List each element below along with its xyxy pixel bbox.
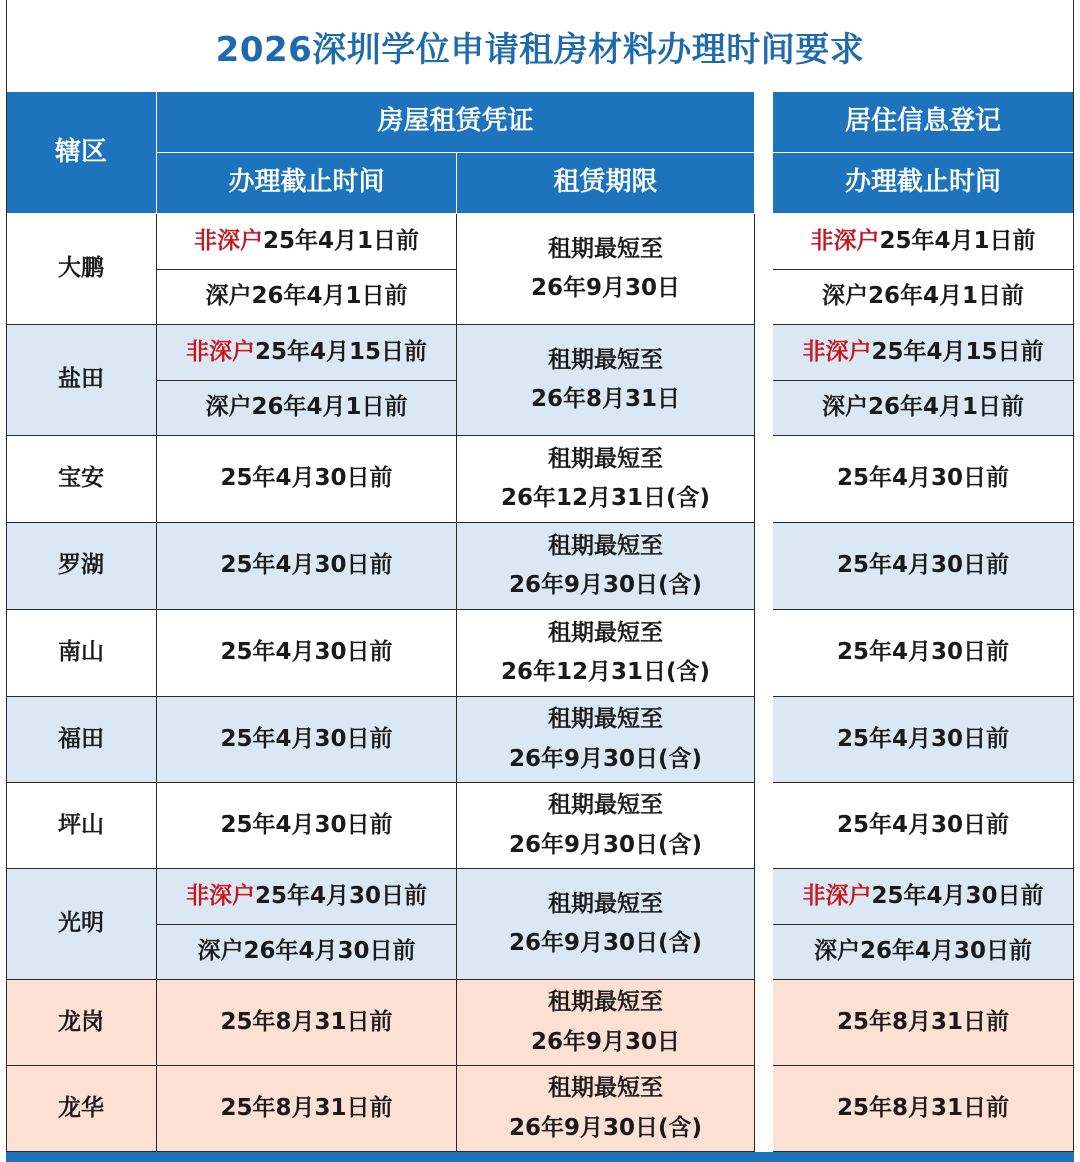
deadline-value: 25年8月31日前 (836, 1094, 1010, 1121)
header-residence-label: 居住信息登记 (844, 106, 1001, 137)
deadline-value: 25年4月30日前 (836, 725, 1010, 752)
district-cell (6, 697, 157, 783)
period-label: 租期最短至 (548, 619, 663, 646)
column-gap (755, 610, 773, 697)
column-gap (755, 697, 773, 783)
rental-deadline-cell (157, 980, 457, 1066)
district-name: 坪山 (58, 811, 104, 838)
rental-period-cell (457, 523, 755, 610)
period-date: 26年12月31日(含) (500, 485, 711, 511)
residence-deadline-non-local (773, 214, 1074, 270)
column-gap (755, 325, 773, 436)
column-gap (755, 523, 773, 610)
period-date: 26年9月30日 (530, 275, 681, 301)
deadline-value: 25年4月1日前 (262, 227, 419, 254)
district-name: 龙岗 (58, 1008, 104, 1035)
deadline-value: 26年4月1日前 (251, 394, 408, 421)
residence-deadline-local (773, 270, 1074, 325)
deadline-value: 25年4月30日前 (836, 811, 1010, 838)
non-local-tag: 非深户 (193, 227, 263, 254)
period-line (501, 653, 710, 692)
non-local-tag: 非深户 (802, 338, 872, 365)
deadline-line (186, 877, 427, 916)
header-rental-label: 房屋租赁凭证 (377, 106, 534, 137)
period-line (509, 566, 702, 605)
non-local-tag: 非深户 (185, 882, 255, 909)
district-cell (6, 523, 157, 610)
period-line (548, 700, 663, 739)
period-label: 租期最短至 (548, 1075, 663, 1102)
period-line (531, 1023, 680, 1062)
rental-period-cell (457, 783, 755, 869)
column-gap (755, 436, 773, 523)
period-label: 租期最短至 (548, 890, 663, 917)
period-line (548, 230, 663, 269)
header-rental-period-label: 租赁期限 (553, 167, 658, 198)
header-rental-period (457, 153, 755, 214)
deadline-value: 26年4月1日前 (867, 283, 1024, 310)
deadline-line (822, 388, 1024, 427)
deadline-value: 26年4月1日前 (867, 394, 1024, 421)
district-cell (6, 610, 157, 697)
non-local-tag: 非深户 (185, 338, 255, 365)
period-date: 26年9月30日(含) (508, 572, 703, 598)
header-rental (157, 92, 755, 153)
residence-deadline-cell (773, 523, 1074, 610)
deadline-value: 25年4月30日前 (254, 882, 428, 909)
residence-deadline-cell (773, 610, 1074, 697)
rental-deadline-local (157, 381, 457, 436)
rental-period-cell (457, 436, 755, 523)
deadline-value: 25年4月1日前 (879, 227, 1036, 254)
rental-deadline-cell (157, 1066, 457, 1152)
period-line (548, 614, 663, 653)
deadline-line (802, 877, 1043, 916)
period-line (548, 885, 663, 924)
rental-period-cell (457, 610, 755, 697)
rental-period-cell (457, 980, 755, 1066)
rental-deadline-cell (157, 436, 457, 523)
non-local-tag: 非深户 (802, 882, 872, 909)
local-tag: 深户 (205, 394, 252, 421)
period-date: 26年9月30日(含) (508, 745, 703, 772)
deadline-line (205, 277, 407, 316)
period-label: 租期最短至 (548, 445, 663, 472)
residence-deadline-non-local (773, 869, 1074, 925)
period-line (509, 924, 702, 963)
district-name: 宝安 (58, 465, 104, 492)
period-line (531, 380, 680, 419)
non-local-tag: 非深户 (810, 227, 880, 254)
header-residence-deadline-label: 办理截止时间 (844, 167, 1001, 198)
rental-deadline-non-local (157, 869, 457, 925)
period-label: 租期最短至 (548, 235, 663, 262)
deadline-value: 26年4月30日前 (859, 938, 1033, 965)
rental-deadline-local (157, 270, 457, 325)
column-gap (755, 92, 773, 214)
residence-deadline-cell (773, 436, 1074, 523)
rental-deadline-non-local (157, 325, 457, 381)
header-rental-deadline (157, 153, 457, 214)
column-gap (755, 1066, 773, 1152)
residence-deadline-non-local (773, 325, 1074, 381)
rental-deadline-cell (157, 783, 457, 869)
local-tag: 深户 (821, 283, 868, 310)
period-date: 26年9月30日(含) (508, 1114, 703, 1141)
period-label: 租期最短至 (548, 346, 663, 373)
period-line (531, 269, 680, 308)
rental-deadline-non-local (157, 214, 457, 270)
deadline-line (814, 932, 1032, 971)
rental-period-cell (457, 869, 755, 980)
period-line (548, 440, 663, 479)
period-line (509, 1109, 702, 1148)
period-label: 租期最短至 (548, 989, 663, 1016)
district-cell (6, 214, 157, 325)
district-cell (6, 980, 157, 1066)
residence-deadline-cell (773, 980, 1074, 1066)
header-residence-deadline (773, 153, 1074, 214)
period-line (501, 479, 710, 518)
district-name: 福田 (58, 725, 104, 752)
header-district (6, 92, 157, 214)
local-tag: 深户 (197, 938, 244, 965)
deadline-value: 25年4月30日前 (836, 465, 1010, 492)
period-line (548, 786, 663, 825)
district-name: 盐田 (58, 366, 104, 393)
bottom-bar (6, 1152, 1074, 1162)
deadline-value: 25年4月30日前 (871, 882, 1044, 909)
rental-deadline-cell (157, 523, 457, 610)
residence-deadline-local (773, 925, 1074, 980)
column-gap (755, 214, 773, 325)
header-residence (773, 92, 1074, 153)
deadline-value: 25年4月30日前 (836, 639, 1010, 666)
deadline-line (197, 932, 415, 971)
period-label: 租期最短至 (548, 706, 663, 733)
period-date: 26年9月30日 (530, 1028, 681, 1055)
deadline-value: 25年4月30日前 (836, 552, 1010, 579)
period-line (548, 341, 663, 380)
deadline-value: 25年4月15日前 (254, 338, 428, 365)
period-line (509, 826, 702, 865)
deadline-line (205, 388, 407, 427)
header-district-label: 辖区 (54, 136, 107, 167)
district-cell (6, 1066, 157, 1152)
deadline-value: 25年8月31日前 (220, 1094, 393, 1121)
period-date: 26年12月31日(含) (500, 659, 711, 685)
residence-deadline-local (773, 381, 1074, 436)
district-name: 罗湖 (58, 552, 104, 579)
rental-period-cell (457, 1066, 755, 1152)
residence-deadline-cell (773, 1066, 1074, 1152)
deadline-value: 25年4月30日前 (220, 552, 393, 579)
district-name: 光明 (58, 910, 104, 937)
deadline-value: 26年4月30日前 (243, 938, 416, 965)
deadline-line (194, 222, 419, 261)
deadline-value: 25年4月30日前 (220, 811, 393, 838)
column-gap (755, 980, 773, 1066)
period-line (548, 1069, 663, 1108)
rental-deadline-cell (157, 697, 457, 783)
district-cell (6, 869, 157, 980)
local-tag: 深户 (821, 394, 868, 421)
rental-deadline-cell (157, 610, 457, 697)
deadline-value: 25年4月30日前 (220, 639, 393, 666)
rental-period-cell (457, 214, 755, 325)
deadline-line (822, 277, 1024, 316)
period-date: 26年9月30日(含) (508, 831, 703, 858)
column-gap (755, 783, 773, 869)
local-tag: 深户 (205, 283, 252, 310)
period-label: 租期最短至 (548, 532, 663, 559)
deadline-value: 25年8月31日前 (220, 1008, 393, 1035)
period-line (548, 527, 663, 566)
deadline-line (810, 222, 1035, 261)
deadline-value: 25年4月30日前 (220, 465, 393, 492)
district-cell (6, 783, 157, 869)
rental-deadline-local (157, 925, 457, 980)
deadline-line (802, 333, 1043, 372)
district-name: 龙华 (58, 1094, 104, 1121)
deadline-value: 25年4月30日前 (220, 725, 393, 752)
page-title: 2026深圳学位申请租房材料办理时间要求 (215, 29, 865, 70)
header-rental-deadline-label: 办理截止时间 (228, 167, 385, 198)
district-cell (6, 436, 157, 523)
local-tag: 深户 (813, 938, 860, 965)
period-date: 26年9月30日(含) (508, 930, 703, 956)
rental-period-cell (457, 325, 755, 436)
residence-deadline-cell (773, 783, 1074, 869)
period-date: 26年8月31日 (530, 386, 681, 412)
period-line (548, 983, 663, 1022)
period-label: 租期最短至 (548, 792, 663, 819)
deadline-line (186, 333, 427, 372)
deadline-value: 26年4月1日前 (251, 283, 408, 310)
deadline-value: 25年4月15日前 (871, 338, 1044, 365)
rental-period-cell (457, 697, 755, 783)
district-cell (6, 325, 157, 436)
district-name: 大鹏 (58, 255, 104, 282)
residence-deadline-cell (773, 697, 1074, 783)
column-gap (755, 869, 773, 980)
district-name: 南山 (58, 639, 104, 666)
deadline-value: 25年8月31日前 (836, 1008, 1010, 1035)
period-line (509, 740, 702, 779)
